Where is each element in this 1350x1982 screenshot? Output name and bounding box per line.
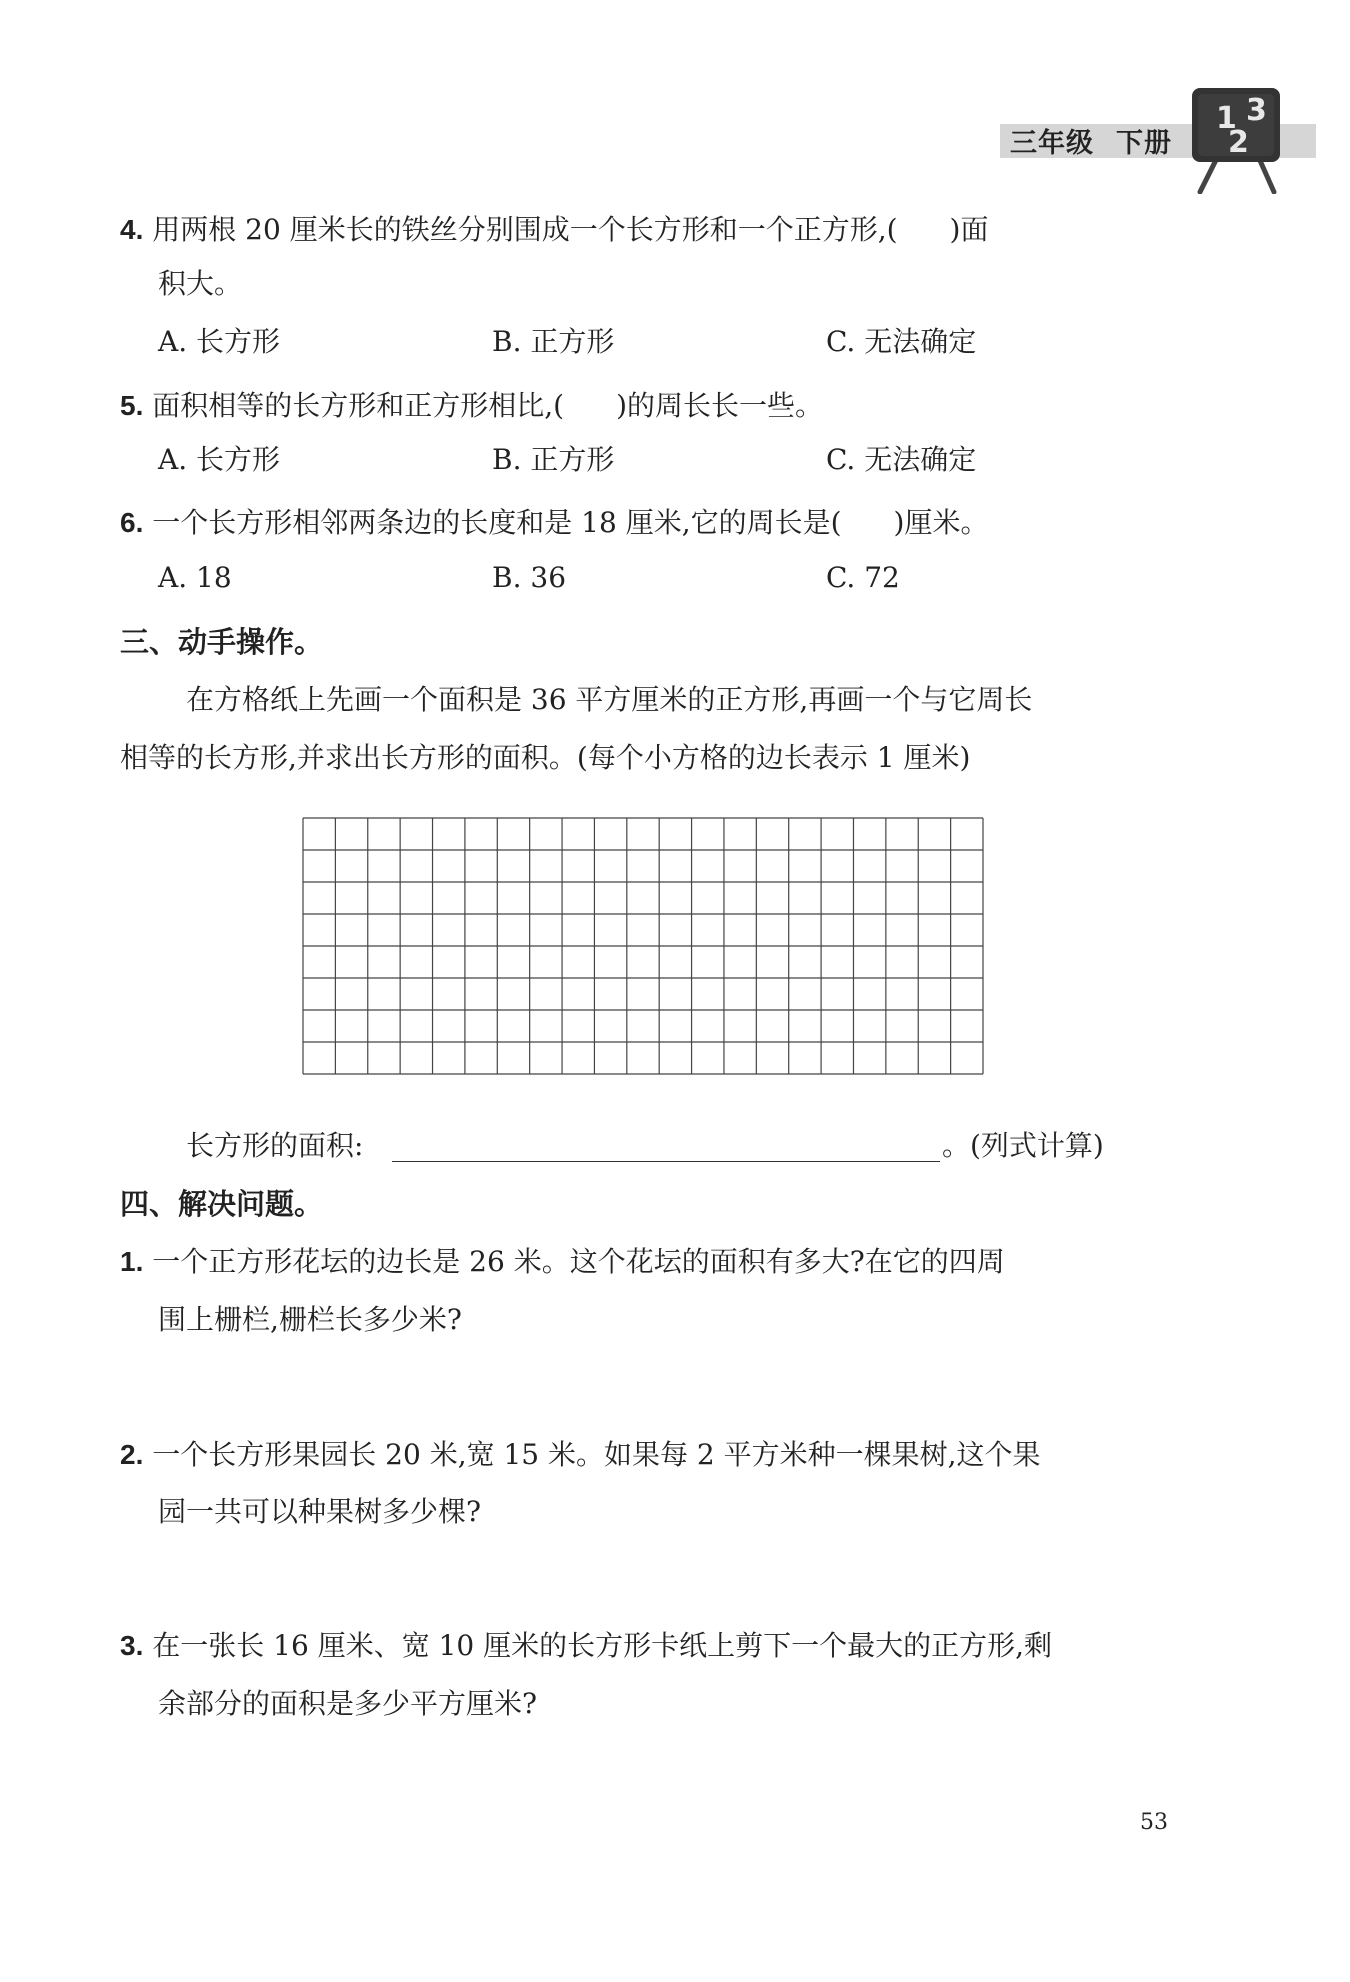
option-a[interactable]: A. 长方形 — [158, 325, 281, 358]
question-text: 一个长方形相邻两条边的长度和是 18 厘米,它的周长是( — [152, 506, 842, 539]
option-c[interactable]: C. 无法确定 — [826, 325, 977, 358]
question-text-tail: )的周长长一些。 — [616, 389, 824, 422]
question-text-tail: )厘米。 — [893, 506, 989, 539]
answer-label: 长方形的面积: — [186, 1129, 364, 1162]
grade-text: 三年级 — [1010, 128, 1094, 159]
problem-number: 2. — [120, 1439, 144, 1470]
problem-1 — [120, 1244, 1005, 1280]
answer-line[interactable] — [392, 1160, 940, 1162]
question-text: 面积相等的长方形和正方形相比,( — [152, 389, 565, 422]
badge-digit-1: 1 — [1216, 101, 1237, 136]
section-4-title: 四、解决问题。 — [120, 1187, 324, 1221]
section-3-instruction-line1: 在方格纸上先画一个面积是 36 平方厘米的正方形,再画一个与它周长 — [186, 683, 1033, 716]
question-4 — [120, 212, 988, 248]
question-text-tail: )面 — [949, 213, 989, 246]
option-b[interactable]: B. 正方形 — [492, 325, 615, 358]
problem-1-line2: 围上栅栏,栅栏长多少米? — [158, 1303, 462, 1336]
option-a[interactable]: A. 18 — [158, 561, 232, 594]
problem-number: 1. — [120, 1246, 144, 1277]
section-3-instruction-line2: 相等的长方形,并求出长方形的面积。(每个小方格的边长表示 1 厘米) — [120, 741, 971, 774]
question-4-line2: 积大。 — [158, 267, 243, 300]
problem-text: 一个长方形果园长 20 米,宽 15 米。如果每 2 平方米种一棵果树,这个果 — [152, 1438, 1041, 1471]
option-b[interactable]: B. 正方形 — [492, 443, 615, 476]
question-number: 4. — [120, 214, 144, 245]
question-text: 用两根 20 厘米长的铁丝分别围成一个长方形和一个正方形,( — [152, 213, 898, 246]
problem-text: 一个正方形花坛的边长是 26 米。这个花坛的面积有多大?在它的四周 — [152, 1245, 1005, 1278]
option-c[interactable]: C. 72 — [826, 561, 900, 594]
problem-text: 在一张长 16 厘米、宽 10 厘米的长方形卡纸上剪下一个最大的正方形,剩 — [152, 1629, 1053, 1662]
question-number: 6. — [120, 507, 144, 538]
problem-3-line2: 余部分的面积是多少平方厘米? — [158, 1687, 538, 1720]
section-3-title: 三、动手操作。 — [120, 625, 324, 659]
volume-text: 下册 — [1116, 128, 1172, 159]
page-number: 53 — [1140, 1810, 1168, 1835]
problem-number: 3. — [120, 1630, 144, 1661]
question-number: 5. — [120, 390, 144, 421]
grid-paper[interactable] — [300, 815, 986, 1077]
problem-2-line2: 园一共可以种果树多少棵? — [158, 1495, 482, 1528]
option-a[interactable]: A. 长方形 — [158, 443, 281, 476]
header-grade-label — [1010, 121, 1172, 160]
badge-digit-2: 3 — [1246, 93, 1267, 128]
chalkboard-icon — [1188, 86, 1284, 194]
question-6 — [120, 505, 988, 541]
badge-digit-3: 2 — [1228, 125, 1249, 160]
option-c[interactable]: C. 无法确定 — [826, 443, 977, 476]
answer-suffix: 。(列式计算) — [942, 1129, 1104, 1162]
option-b[interactable]: B. 36 — [492, 561, 567, 594]
problem-3 — [120, 1628, 1052, 1664]
problem-2 — [120, 1437, 1041, 1473]
question-5 — [120, 388, 823, 424]
